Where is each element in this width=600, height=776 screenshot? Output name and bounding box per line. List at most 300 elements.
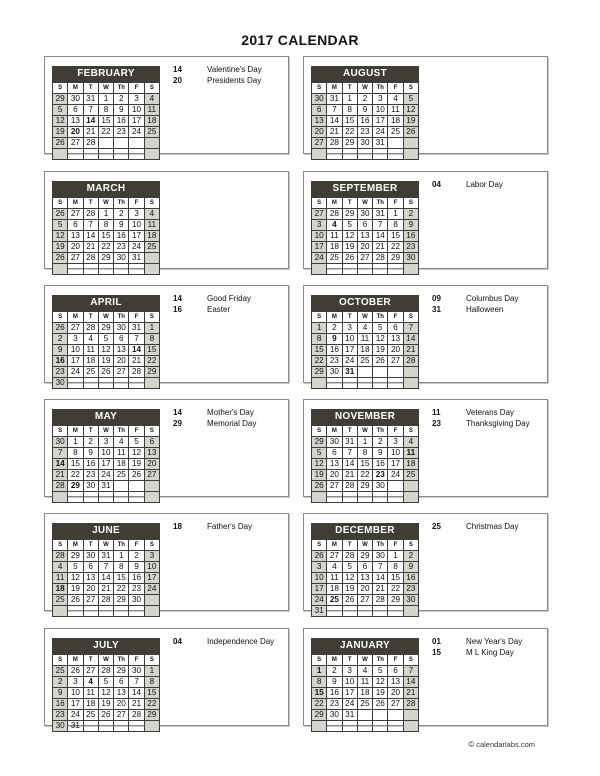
empty-cell bbox=[357, 606, 372, 617]
day-cell: 26 bbox=[342, 595, 357, 606]
day-cell: 16 bbox=[129, 573, 144, 584]
day-cell: 5 bbox=[98, 334, 113, 345]
weekday-label: F bbox=[129, 83, 144, 94]
empty-cell bbox=[144, 595, 159, 606]
day-cell: 16 bbox=[327, 345, 342, 356]
prev-month-day: 26 bbox=[53, 323, 68, 334]
empty-cell bbox=[357, 367, 372, 378]
month-name: OCTOBER bbox=[311, 295, 419, 311]
empty-cell bbox=[83, 378, 98, 389]
empty-cell bbox=[144, 492, 159, 503]
weekday-label: W bbox=[98, 198, 113, 209]
day-cell: 18 bbox=[83, 699, 98, 710]
day-cell: 26 bbox=[342, 253, 357, 264]
empty-cell bbox=[114, 149, 129, 160]
weekday-label: S bbox=[403, 540, 418, 551]
day-cell: 17 bbox=[388, 459, 403, 470]
month-card-may bbox=[44, 399, 289, 497]
empty-cell bbox=[327, 721, 342, 732]
empty-cell bbox=[342, 149, 357, 160]
prev-month-day: 28 bbox=[327, 209, 342, 220]
day-cell: 29 bbox=[98, 253, 113, 264]
weekday-label: Th bbox=[114, 312, 129, 323]
day-cell: 10 bbox=[129, 105, 144, 116]
day-cell: 10 bbox=[312, 231, 327, 242]
day-cell: 13 bbox=[327, 459, 342, 470]
prev-month-day: 31 bbox=[83, 94, 98, 105]
holiday-name: Columbus Day bbox=[466, 294, 519, 303]
empty-cell bbox=[144, 606, 159, 617]
day-cell: 5 bbox=[373, 666, 388, 677]
empty-cell bbox=[129, 606, 144, 617]
day-cell: 25 bbox=[357, 699, 372, 710]
empty-cell bbox=[403, 367, 418, 378]
day-cell: 31 bbox=[129, 253, 144, 264]
month-name: AUGUST bbox=[311, 66, 419, 82]
prev-month-day: 30 bbox=[357, 209, 372, 220]
day-cell: 18 bbox=[357, 688, 372, 699]
weekday-label: S bbox=[312, 540, 327, 551]
weekday-label: W bbox=[357, 655, 372, 666]
day-cell: 29 bbox=[388, 595, 403, 606]
day-cell: 22 bbox=[388, 584, 403, 595]
weekday-label: F bbox=[388, 655, 403, 666]
day-grid bbox=[52, 425, 160, 503]
weekday-label: Th bbox=[373, 426, 388, 437]
day-grid bbox=[52, 197, 160, 275]
empty-cell bbox=[114, 606, 129, 617]
day-cell: 5 bbox=[342, 562, 357, 573]
day-cell: 24 bbox=[388, 470, 403, 481]
day-cell: 7 bbox=[373, 220, 388, 231]
holiday-name: Presidents Day bbox=[207, 76, 262, 85]
day-cell: 4 bbox=[388, 94, 403, 105]
holiday-list bbox=[432, 521, 544, 532]
empty-cell bbox=[98, 721, 113, 732]
day-cell: 2 bbox=[327, 666, 342, 677]
holiday-name: M L King Day bbox=[466, 648, 514, 657]
empty-cell bbox=[68, 492, 83, 503]
day-cell: 15 bbox=[98, 231, 113, 242]
day-cell: 2 bbox=[403, 209, 418, 220]
day-cell: 29 bbox=[357, 481, 372, 492]
day-cell: 13 bbox=[312, 116, 327, 127]
empty-cell bbox=[98, 149, 113, 160]
day-cell: 16 bbox=[83, 459, 98, 470]
day-cell: 13 bbox=[68, 116, 83, 127]
day-cell: 29 bbox=[312, 710, 327, 721]
holiday-row bbox=[432, 418, 544, 429]
weekday-label: W bbox=[357, 540, 372, 551]
prev-month-day: 27 bbox=[68, 323, 83, 334]
day-cell: 6 bbox=[68, 220, 83, 231]
empty-cell bbox=[373, 710, 388, 721]
weekday-label: S bbox=[312, 198, 327, 209]
holiday-name: Good Friday bbox=[207, 294, 252, 303]
day-cell: 30 bbox=[403, 253, 418, 264]
empty-cell bbox=[342, 264, 357, 275]
prev-month-day: 29 bbox=[357, 551, 372, 562]
weekday-label: M bbox=[68, 655, 83, 666]
empty-cell bbox=[53, 264, 68, 275]
day-cell: 24 bbox=[129, 127, 144, 138]
weekday-label: T bbox=[342, 426, 357, 437]
holiday-name: Easter bbox=[207, 305, 231, 314]
empty-cell bbox=[83, 149, 98, 160]
day-cell: 6 bbox=[144, 437, 159, 448]
day-cell: 10 bbox=[68, 688, 83, 699]
weekday-label: S bbox=[53, 540, 68, 551]
day-cell: 23 bbox=[373, 470, 388, 481]
holiday-row bbox=[432, 636, 544, 647]
day-cell: 25 bbox=[83, 367, 98, 378]
holiday-date: 14 bbox=[173, 294, 182, 303]
day-cell: 15 bbox=[144, 345, 159, 356]
weekday-label: S bbox=[144, 198, 159, 209]
empty-cell bbox=[144, 253, 159, 264]
day-cell: 5 bbox=[312, 448, 327, 459]
day-cell: 30 bbox=[327, 710, 342, 721]
day-cell: 12 bbox=[403, 105, 418, 116]
month-name: APRIL bbox=[52, 295, 160, 311]
day-cell: 6 bbox=[68, 105, 83, 116]
day-cell: 10 bbox=[144, 562, 159, 573]
day-cell: 13 bbox=[357, 573, 372, 584]
day-cell: 1 bbox=[388, 551, 403, 562]
day-cell: 22 bbox=[114, 584, 129, 595]
day-cell: 14 bbox=[403, 677, 418, 688]
day-cell: 28 bbox=[83, 138, 98, 149]
weekday-label: Th bbox=[114, 540, 129, 551]
day-cell: 9 bbox=[403, 562, 418, 573]
prev-month-day: 31 bbox=[327, 94, 342, 105]
day-cell: 11 bbox=[327, 573, 342, 584]
day-cell: 28 bbox=[98, 595, 113, 606]
day-cell: 19 bbox=[373, 688, 388, 699]
day-cell: 2 bbox=[114, 209, 129, 220]
prev-month-day: 28 bbox=[53, 551, 68, 562]
empty-cell bbox=[373, 264, 388, 275]
day-cell: 4 bbox=[357, 323, 372, 334]
day-cell: 1 bbox=[312, 666, 327, 677]
holiday-date: 15 bbox=[432, 648, 441, 657]
month-card-january bbox=[303, 628, 548, 726]
day-cell: 17 bbox=[68, 356, 83, 367]
weekday-label: W bbox=[98, 312, 113, 323]
day-cell: 2 bbox=[373, 437, 388, 448]
empty-cell bbox=[403, 492, 418, 503]
day-grid bbox=[311, 539, 419, 617]
day-cell: 13 bbox=[114, 345, 129, 356]
empty-cell bbox=[144, 264, 159, 275]
day-cell: 23 bbox=[357, 127, 372, 138]
day-cell: 24 bbox=[312, 253, 327, 264]
day-cell: 26 bbox=[129, 470, 144, 481]
weekday-label: M bbox=[68, 540, 83, 551]
holiday-list bbox=[432, 407, 544, 429]
day-cell: 16 bbox=[403, 573, 418, 584]
weekday-label: S bbox=[403, 655, 418, 666]
day-cell: 29 bbox=[114, 595, 129, 606]
day-cell: 14 bbox=[342, 459, 357, 470]
day-cell: 8 bbox=[144, 334, 159, 345]
month-card-december bbox=[303, 513, 548, 615]
day-cell: 25 bbox=[327, 253, 342, 264]
empty-cell bbox=[403, 721, 418, 732]
prev-month-day: 31 bbox=[98, 551, 113, 562]
holiday-row bbox=[173, 521, 285, 532]
empty-cell bbox=[388, 367, 403, 378]
day-cell: 1 bbox=[68, 437, 83, 448]
empty-cell bbox=[388, 138, 403, 149]
weekday-label: T bbox=[342, 655, 357, 666]
day-cell: 30 bbox=[53, 721, 68, 732]
day-cell: 13 bbox=[83, 573, 98, 584]
empty-cell bbox=[357, 264, 372, 275]
day-cell: 26 bbox=[373, 356, 388, 367]
mini-calendar bbox=[52, 409, 160, 503]
day-cell: 19 bbox=[403, 116, 418, 127]
weekday-label: F bbox=[388, 83, 403, 94]
day-cell: 7 bbox=[98, 562, 113, 573]
day-cell: 10 bbox=[373, 105, 388, 116]
day-cell: 19 bbox=[53, 127, 68, 138]
holiday-date: 20 bbox=[173, 76, 182, 85]
weekday-label: F bbox=[388, 198, 403, 209]
day-cell: 26 bbox=[98, 367, 113, 378]
day-cell: 6 bbox=[388, 666, 403, 677]
day-cell: 2 bbox=[357, 94, 372, 105]
empty-cell bbox=[114, 721, 129, 732]
weekday-label: Th bbox=[114, 198, 129, 209]
day-cell: 6 bbox=[327, 448, 342, 459]
day-cell: 12 bbox=[98, 345, 113, 356]
month-name: MAY bbox=[52, 409, 160, 425]
day-cell: 8 bbox=[388, 220, 403, 231]
prev-month-day: 30 bbox=[373, 551, 388, 562]
weekday-label: T bbox=[342, 312, 357, 323]
day-cell: 14 bbox=[373, 573, 388, 584]
month-name: MARCH bbox=[52, 181, 160, 197]
day-cell: 27 bbox=[114, 367, 129, 378]
day-cell: 28 bbox=[83, 253, 98, 264]
day-cell: 11 bbox=[53, 573, 68, 584]
mini-calendar bbox=[311, 181, 419, 275]
prev-month-day: 25 bbox=[53, 666, 68, 677]
day-cell: 28 bbox=[403, 356, 418, 367]
day-cell: 24 bbox=[68, 710, 83, 721]
prev-month-day: 30 bbox=[129, 666, 144, 677]
day-cell: 17 bbox=[342, 688, 357, 699]
day-cell: 2 bbox=[403, 551, 418, 562]
day-cell: 12 bbox=[312, 459, 327, 470]
day-cell: 23 bbox=[53, 710, 68, 721]
holiday-name: Independence Day bbox=[207, 637, 275, 646]
day-cell: 19 bbox=[98, 699, 113, 710]
empty-cell bbox=[403, 481, 418, 492]
month-card-march bbox=[44, 171, 289, 269]
mini-calendar bbox=[311, 409, 419, 503]
empty-cell bbox=[312, 149, 327, 160]
day-cell: 27 bbox=[68, 138, 83, 149]
empty-cell bbox=[388, 492, 403, 503]
weekday-label: T bbox=[83, 312, 98, 323]
day-cell: 24 bbox=[98, 470, 113, 481]
day-cell: 9 bbox=[327, 677, 342, 688]
day-cell: 16 bbox=[114, 231, 129, 242]
empty-cell bbox=[403, 378, 418, 389]
day-cell: 22 bbox=[144, 356, 159, 367]
holiday-list bbox=[173, 64, 285, 86]
day-cell: 8 bbox=[98, 220, 113, 231]
weekday-label: S bbox=[312, 426, 327, 437]
day-cell: 22 bbox=[98, 127, 113, 138]
empty-cell bbox=[68, 264, 83, 275]
holiday-date: 23 bbox=[432, 419, 441, 428]
empty-cell bbox=[357, 378, 372, 389]
day-cell: 4 bbox=[114, 437, 129, 448]
day-cell: 1 bbox=[342, 94, 357, 105]
day-grid bbox=[311, 425, 419, 503]
day-cell: 18 bbox=[83, 356, 98, 367]
day-cell: 7 bbox=[83, 105, 98, 116]
prev-month-day: 30 bbox=[68, 94, 83, 105]
empty-cell bbox=[373, 367, 388, 378]
empty-cell bbox=[373, 149, 388, 160]
month-card-august bbox=[303, 56, 548, 154]
day-cell: 22 bbox=[342, 127, 357, 138]
day-cell: 17 bbox=[98, 459, 113, 470]
holiday-list bbox=[432, 293, 544, 315]
weekday-label: Th bbox=[373, 83, 388, 94]
day-cell: 10 bbox=[68, 345, 83, 356]
day-cell: 3 bbox=[312, 220, 327, 231]
day-cell: 24 bbox=[342, 356, 357, 367]
day-cell: 6 bbox=[357, 562, 372, 573]
day-cell: 12 bbox=[342, 573, 357, 584]
day-cell: 20 bbox=[327, 470, 342, 481]
day-cell: 23 bbox=[114, 242, 129, 253]
day-cell: 23 bbox=[129, 584, 144, 595]
empty-cell bbox=[129, 149, 144, 160]
day-cell: 10 bbox=[342, 334, 357, 345]
day-cell: 5 bbox=[129, 437, 144, 448]
day-cell: 11 bbox=[144, 105, 159, 116]
day-cell: 17 bbox=[129, 116, 144, 127]
day-cell: 6 bbox=[114, 677, 129, 688]
holiday-row bbox=[173, 407, 285, 418]
weekday-label: T bbox=[83, 83, 98, 94]
day-cell: 11 bbox=[83, 688, 98, 699]
mini-calendar bbox=[311, 523, 419, 617]
day-cell: 9 bbox=[129, 562, 144, 573]
empty-cell bbox=[388, 378, 403, 389]
empty-cell bbox=[129, 264, 144, 275]
holiday-name: Labor Day bbox=[466, 180, 503, 189]
holiday-date: 01 bbox=[432, 637, 441, 646]
day-cell: 14 bbox=[98, 573, 113, 584]
day-cell: 4 bbox=[144, 209, 159, 220]
month-name: DECEMBER bbox=[311, 523, 419, 539]
day-cell: 14 bbox=[373, 231, 388, 242]
day-cell: 15 bbox=[388, 573, 403, 584]
footer-link[interactable]: calendarlabs.com bbox=[476, 740, 535, 749]
empty-cell bbox=[68, 378, 83, 389]
prev-month-day: 29 bbox=[68, 551, 83, 562]
day-cell: 8 bbox=[312, 334, 327, 345]
prev-month-day: 30 bbox=[114, 323, 129, 334]
weekday-label: F bbox=[129, 198, 144, 209]
day-cell: 6 bbox=[114, 334, 129, 345]
holiday-row bbox=[432, 293, 544, 304]
day-cell: 25 bbox=[53, 595, 68, 606]
day-cell: 30 bbox=[373, 481, 388, 492]
day-cell: 11 bbox=[83, 345, 98, 356]
day-cell: 24 bbox=[342, 699, 357, 710]
day-cell: 3 bbox=[388, 437, 403, 448]
day-cell: 28 bbox=[327, 138, 342, 149]
empty-cell bbox=[327, 378, 342, 389]
empty-cell bbox=[98, 138, 113, 149]
day-cell: 12 bbox=[373, 334, 388, 345]
footer[interactable] bbox=[468, 740, 535, 749]
weekday-label: M bbox=[327, 426, 342, 437]
day-cell: 26 bbox=[373, 699, 388, 710]
weekday-label: S bbox=[53, 312, 68, 323]
holiday-row bbox=[432, 647, 544, 658]
day-cell: 7 bbox=[129, 334, 144, 345]
day-grid bbox=[311, 654, 419, 732]
empty-cell bbox=[342, 721, 357, 732]
empty-cell bbox=[403, 138, 418, 149]
day-cell: 2 bbox=[327, 323, 342, 334]
day-cell: 16 bbox=[357, 116, 372, 127]
weekday-label: F bbox=[129, 540, 144, 551]
empty-cell bbox=[373, 378, 388, 389]
day-cell: 25 bbox=[388, 127, 403, 138]
day-cell: 22 bbox=[312, 699, 327, 710]
day-cell: 1 bbox=[357, 437, 372, 448]
weekday-label: M bbox=[68, 198, 83, 209]
day-cell: 16 bbox=[327, 688, 342, 699]
day-cell: 14 bbox=[83, 231, 98, 242]
month-card-july bbox=[44, 628, 289, 730]
day-cell: 21 bbox=[342, 470, 357, 481]
day-cell: 4 bbox=[144, 94, 159, 105]
day-cell: 27 bbox=[357, 253, 372, 264]
day-cell: 22 bbox=[312, 356, 327, 367]
day-cell: 3 bbox=[373, 94, 388, 105]
day-cell: 27 bbox=[68, 253, 83, 264]
empty-cell bbox=[357, 710, 372, 721]
day-cell: 22 bbox=[388, 242, 403, 253]
empty-cell bbox=[144, 149, 159, 160]
day-grid bbox=[52, 539, 160, 617]
day-cell: 3 bbox=[68, 677, 83, 688]
prev-month-day: 27 bbox=[83, 666, 98, 677]
empty-cell bbox=[388, 710, 403, 721]
day-cell: 12 bbox=[53, 231, 68, 242]
day-cell: 25 bbox=[83, 710, 98, 721]
day-cell: 14 bbox=[327, 116, 342, 127]
holiday-date: 31 bbox=[432, 305, 441, 314]
day-cell: 14 bbox=[53, 459, 68, 470]
day-cell: 8 bbox=[357, 448, 372, 459]
day-cell: 8 bbox=[114, 562, 129, 573]
month-name: JUNE bbox=[52, 523, 160, 539]
empty-cell bbox=[342, 606, 357, 617]
day-cell: 21 bbox=[83, 127, 98, 138]
